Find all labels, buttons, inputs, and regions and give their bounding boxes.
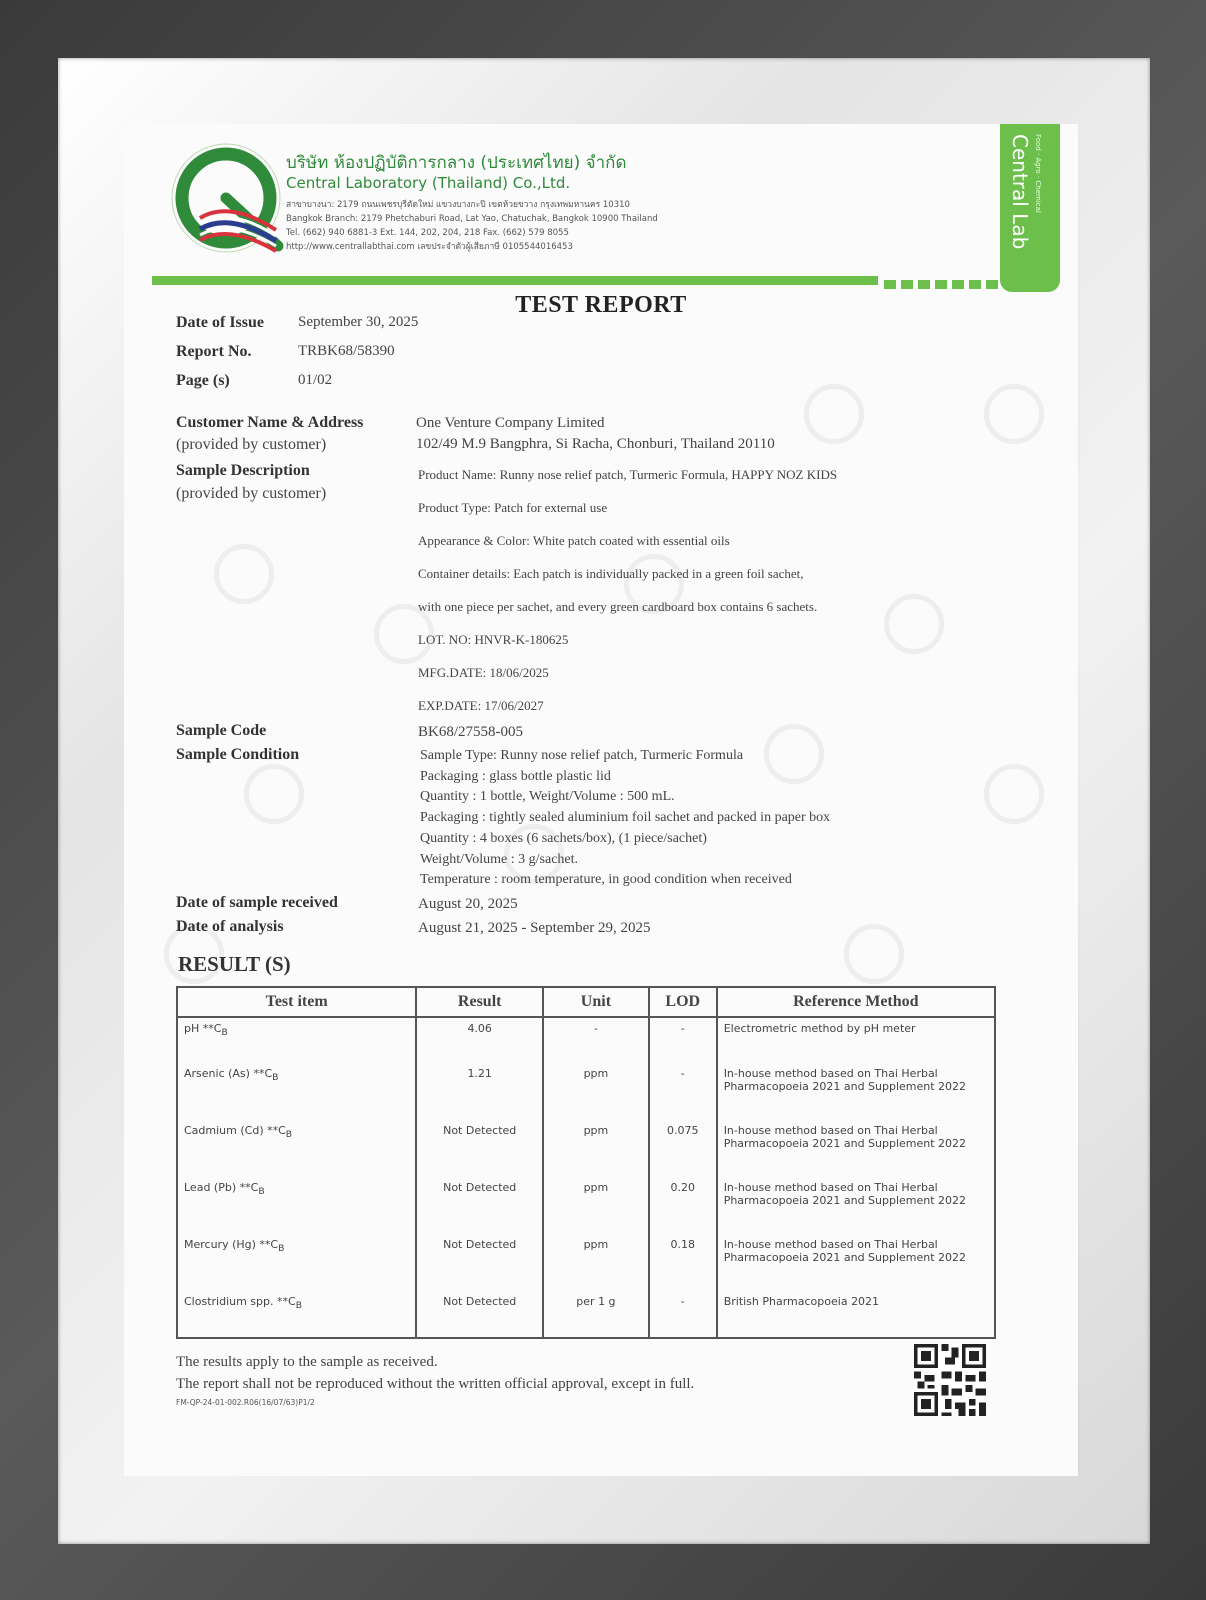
lod-cell: - xyxy=(649,1017,717,1063)
customer-address: 102/49 M.9 Bangphra, Si Racha, Chonburi, Thailand 20110 xyxy=(416,436,775,452)
condition-line: Packaging : glass bottle plastic lid xyxy=(420,768,611,784)
column-header: LOD xyxy=(649,987,717,1017)
date-received-label: Date of sample received xyxy=(176,894,338,911)
table-row xyxy=(177,1234,995,1291)
form-code: FM-QP-24-01-002.R06(16/07/63)P1/2 xyxy=(176,1398,315,1407)
unit-cell: ppm xyxy=(543,1063,649,1120)
date-analysis-label: Date of analysis xyxy=(176,918,284,935)
address-line: สาขาบางนา: 2179 ถนนเพชรบุรีตัดใหม่ แขวงบางกะปิ เขตห้วยขวาง กรุงเทพมหานคร 10310 xyxy=(286,200,630,210)
test-item: Arsenic (As) $**C_B$ xyxy=(177,1063,416,1120)
condition-line: Quantity : 4 boxes (6 sachets/box), (1 piece/sachet) xyxy=(420,830,707,846)
report-no-value: TRBK68/58390 xyxy=(298,343,395,359)
mfg-date: MFG.DATE: 18/06/2025 xyxy=(418,665,549,680)
condition-line: Temperature : room temperature, in good condition when received xyxy=(420,872,792,888)
unit-cell: per 1 g xyxy=(543,1291,649,1338)
test-item: Lead (Pb) $**C_B$ xyxy=(177,1177,416,1234)
central-lab-tab xyxy=(1000,124,1060,292)
watermark xyxy=(244,764,304,824)
result-cell: 1.21 xyxy=(416,1063,543,1120)
unit-cell: - xyxy=(543,1017,649,1063)
company-address xyxy=(286,198,658,254)
result-cell: Not Detected xyxy=(416,1120,543,1177)
tab-label: Central Lab xyxy=(1008,134,1032,250)
watermark xyxy=(984,384,1044,444)
report-no-label: Report No. xyxy=(176,343,252,360)
watermark xyxy=(214,544,274,604)
condition-line: Quantity : 1 bottle, Weight/Volume : 500 mL. xyxy=(420,789,675,805)
test-item: pH $**C_B$ xyxy=(177,1017,416,1063)
footer-disclaimer: The report shall not be reproduced without the written official approval, except in full. xyxy=(176,1376,695,1392)
sample-condition-lines xyxy=(420,746,830,891)
sample-description-sub-label: (provided by customer) xyxy=(176,485,327,502)
watermark xyxy=(884,594,944,654)
lod-cell: 0.075 xyxy=(649,1120,717,1177)
table-row xyxy=(177,1017,995,1063)
column-header: Reference Method xyxy=(717,987,995,1017)
test-item: Mercury (Hg) $**C_B$ xyxy=(177,1234,416,1291)
address-line: Bangkok Branch: 2179 Phetchaburi Road, Lat Yao, Chatuchak, Bangkok 10900 Thailand xyxy=(286,214,658,224)
unit-cell: ppm xyxy=(543,1120,649,1177)
column-header: Unit xyxy=(543,987,649,1017)
date-received-value: August 20, 2025 xyxy=(418,896,518,912)
page-label: Page (s) xyxy=(176,372,230,389)
result-cell: Not Detected xyxy=(416,1291,543,1338)
unit-cell: ppm xyxy=(543,1177,649,1234)
sample-code-label: Sample Code xyxy=(176,722,267,739)
condition-line: Sample Type: Runny nose relief patch, Turmeric Formula xyxy=(420,748,744,763)
tab-subtitle: Food · Agro · Chemical xyxy=(1034,134,1042,213)
container-details: Container details: Each patch is individually packed in a green foil sachet, xyxy=(418,566,804,581)
company-name-thai: บริษัท ห้องปฏิบัติการกลาง (ประเทศไทย) จำกัด xyxy=(286,153,627,173)
method-cell: Electrometric method by pH meter xyxy=(717,1017,995,1063)
method-cell: In-house method based on Thai Herbal Pharmacopoeia 2021 and Supplement 2022 xyxy=(717,1234,995,1291)
page-value: 01/02 xyxy=(298,372,333,388)
watermark xyxy=(984,764,1044,824)
test-item: Clostridium spp. $**C_B$ xyxy=(177,1291,416,1338)
lod-cell: 0.18 xyxy=(649,1234,717,1291)
header-divider-dots xyxy=(884,276,1003,285)
customer-label: Customer Name & Address xyxy=(176,414,364,431)
address-line: http://www.centrallabthai.com เลขประจำตัวผู้เสียภาษี 0105544016453 xyxy=(286,242,573,252)
header-divider xyxy=(152,276,878,285)
sample-code-value: BK68/27558-005 xyxy=(418,724,523,740)
method-cell: In-house method based on Thai Herbal Pharmacopoeia 2021 and Supplement 2022 xyxy=(717,1063,995,1120)
result-cell: 4.06 xyxy=(416,1017,543,1063)
exp-date: EXP.DATE: 17/06/2027 xyxy=(418,698,544,713)
container-details-cont: with one piece per sachet, and every green cardboard box contains 6 sachets. xyxy=(418,599,818,614)
customer-name: One Venture Company Limited xyxy=(416,415,605,431)
date-analysis-value: August 21, 2025 - September 29, 2025 xyxy=(418,920,651,936)
customer-sub-label: (provided by customer) xyxy=(176,436,327,453)
results-heading: RESULT (S) xyxy=(178,952,291,976)
method-cell: In-house method based on Thai Herbal Pharmacopoeia 2021 and Supplement 2022 xyxy=(717,1120,995,1177)
lod-cell: 0.20 xyxy=(649,1177,717,1234)
unit-cell: ppm xyxy=(543,1234,649,1291)
table-row xyxy=(177,1177,995,1234)
column-header: Test item xyxy=(177,987,416,1017)
sample-condition-label: Sample Condition xyxy=(176,746,300,763)
table-row xyxy=(177,1291,995,1338)
sample-description-label: Sample Description xyxy=(176,462,310,479)
footer-note: The results apply to the sample as received. xyxy=(176,1354,438,1370)
central-lab-logo-icon xyxy=(168,142,286,260)
test-item: Cadmium (Cd) $**C_B$ xyxy=(177,1120,416,1177)
condition-line: Weight/Volume : 3 g/sachet. xyxy=(420,851,579,867)
condition-line: Packaging : tightly sealed aluminium foil sachet and packed in paper box xyxy=(420,810,831,826)
appearance: Appearance & Color: White patch coated with essential oils xyxy=(418,533,730,548)
address-line: Tel. (662) 940 6881-3 Ext. 144, 202, 204, 218 Fax. (662) 579 8055 xyxy=(286,228,569,238)
method-cell: In-house method based on Thai Herbal Pharmacopoeia 2021 and Supplement 2022 xyxy=(717,1177,995,1234)
table-row xyxy=(177,1063,995,1120)
report-title: TEST REPORT xyxy=(515,292,687,318)
method-cell: British Pharmacopoeia 2021 xyxy=(717,1291,995,1338)
table-header-row xyxy=(177,987,995,1017)
date-of-issue-label: Date of Issue xyxy=(176,314,264,331)
result-cell: Not Detected xyxy=(416,1177,543,1234)
table-row xyxy=(177,1120,995,1177)
results-table xyxy=(176,986,996,1339)
lod-cell: - xyxy=(649,1291,717,1338)
qr-code-icon xyxy=(914,1344,986,1416)
company-name-english: Central Laboratory (Thailand) Co.,Ltd. xyxy=(286,174,571,192)
column-header: Result xyxy=(416,987,543,1017)
certificate-document xyxy=(124,124,1078,1476)
product-type: Product Type: Patch for external use xyxy=(418,500,608,515)
watermark xyxy=(844,924,904,984)
watermark xyxy=(804,384,864,444)
product-name: Product Name: Runny nose relief patch, Turmeric Formula, HAPPY NOZ KIDS xyxy=(418,467,838,482)
lod-cell: - xyxy=(649,1063,717,1120)
lot-number: LOT. NO: HNVR-K-180625 xyxy=(418,632,569,647)
date-of-issue-value: September 30, 2025 xyxy=(298,314,419,330)
result-cell: Not Detected xyxy=(416,1234,543,1291)
